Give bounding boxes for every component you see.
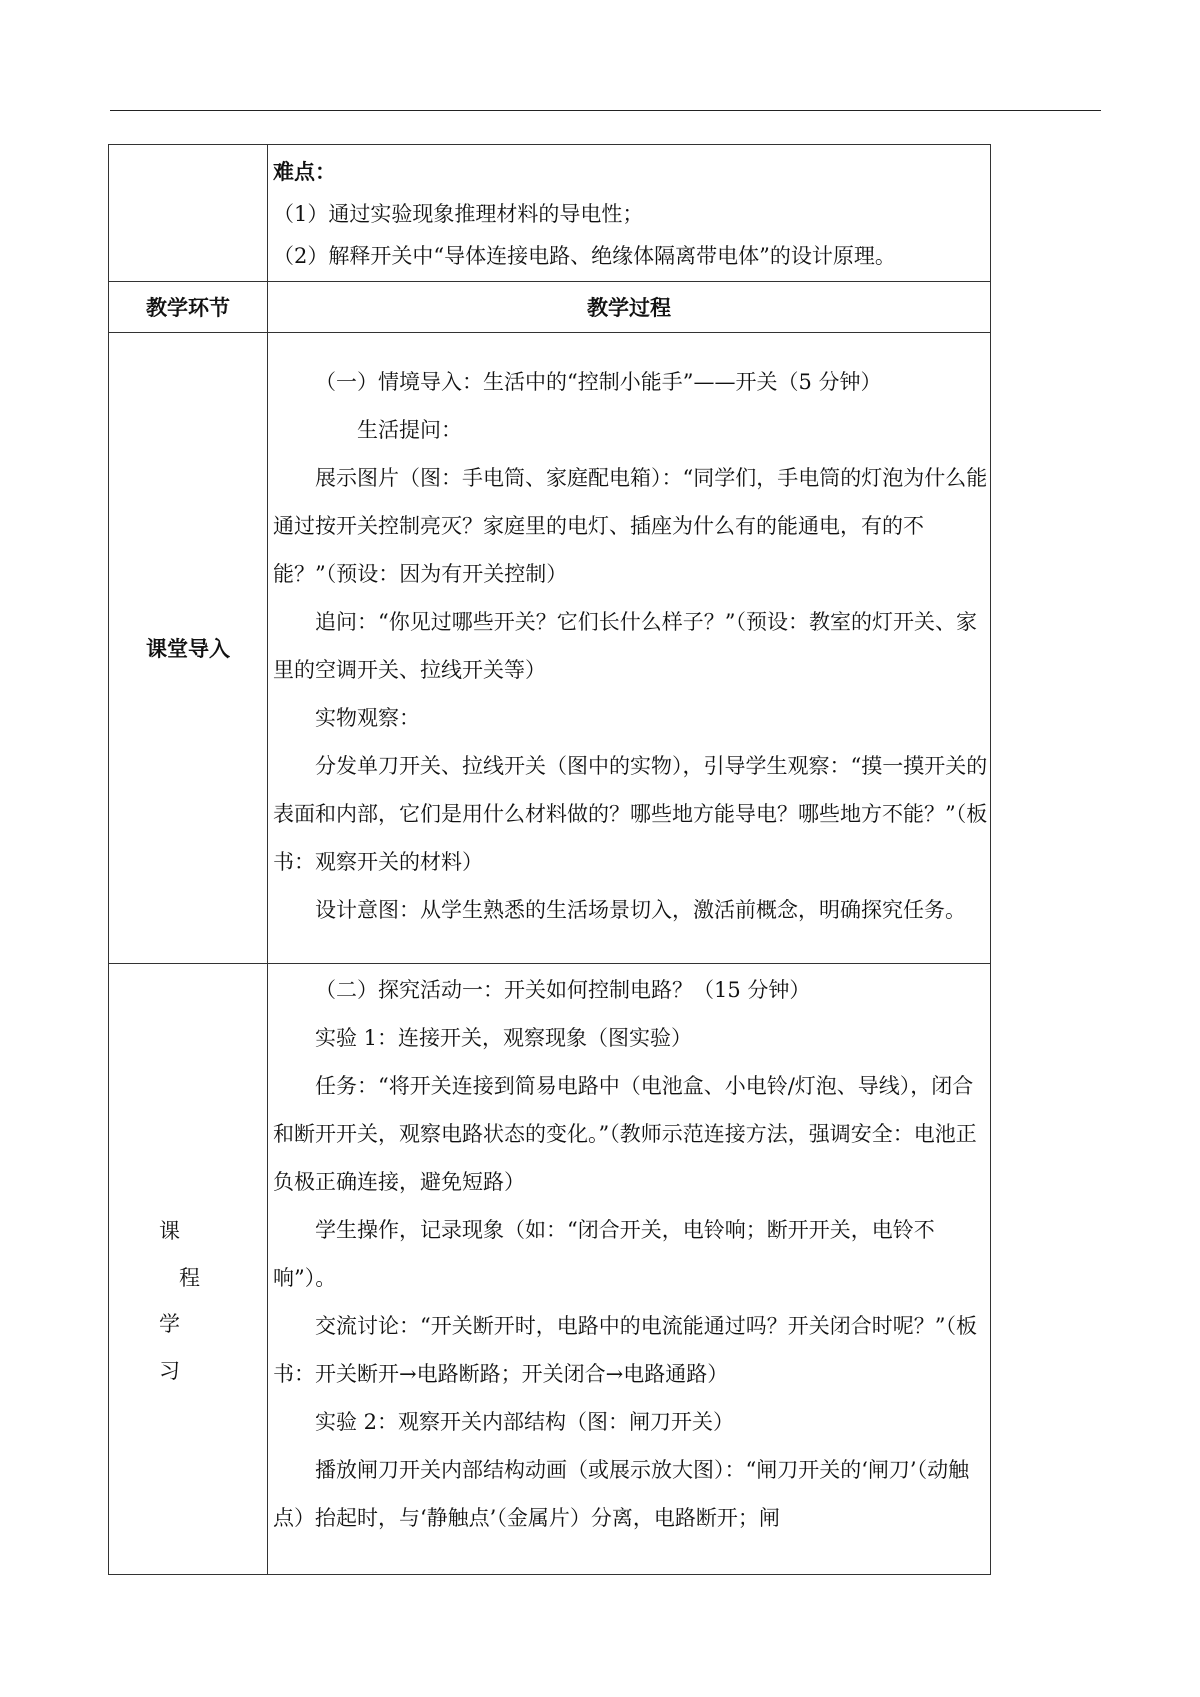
intro-row [109,333,991,964]
intro-para-3: 展示图片（图：手电筒、家庭配电箱）：“同学们，手电筒的灯泡为什么能通过按开关控制亮灭？家庭里的电灯、插座为什么有的能通电，有的不能？”（预设：因为有开关控制） [273,466,988,586]
study-para-2: 实验 1：连接开关，观察现象（图实验） [315,1026,693,1050]
difficulty-title: 难点： [273,160,336,184]
intro-para-2: 生活提问： [357,418,462,442]
difficulty-label-cell [109,145,268,282]
study-label-char-1: 课 [159,1219,180,1243]
study-content-cell [268,964,991,1575]
study-label-char-3: 学 [159,1312,180,1336]
header-teaching-stage: 教学环节 [109,282,268,333]
study-label-char-4: 习 [159,1359,180,1383]
study-para-5: 交流讨论：“开关断开时，电路中的电流能通过吗？开关闭合时呢？”（板书：开关断开→电路断路；开关闭合→电路通路） [273,1314,977,1386]
intro-para-6: 分发单刀开关、拉线开关（图中的实物），引导学生观察：“摸一摸开关的表面和内部，它们是用什么材料做的？哪些地方能导电？哪些地方不能？”（板书：观察开关的材料） [273,754,988,874]
study-para-4: 学生操作，记录现象（如：“闭合开关，电铃响；断开开关，电铃不响”）。 [273,1218,935,1290]
study-para-6: 实验 2：观察开关内部结构（图：闸刀开关） [315,1410,735,1434]
study-row [109,964,991,1575]
difficulty-line-2: （2）解释开关中“导体连接电路、绝缘体隔离带电体”的设计原理。 [273,244,896,268]
header-rule [110,110,1101,111]
difficulty-content-cell [268,145,991,282]
study-section-title: （二）探究活动一：开关如何控制电路？（15 分钟） [315,978,811,1002]
table-header-row [109,282,991,333]
intro-section-title: （一）情境导入：生活中的“控制小能手”——开关（5 分钟） [315,370,882,394]
study-para-7: 播放闸刀开关内部结构动画（或展示放大图）：“闸刀开关的‘闸刀’（动触点）抬起时，与‘静触点’（金属片）分离，电路断开；闸 [273,1458,970,1530]
study-label-cell [109,964,268,1575]
study-para-3: 任务：“将开关连接到简易电路中（电池盒、小电铃/灯泡、导线），闭合和断开开关，观察电路状态的变化。”（教师示范连接方法，强调安全：电池正负极正确连接，避免短路） [273,1074,977,1194]
intro-content-cell [268,333,991,964]
difficulty-row [109,145,991,282]
lesson-plan-table [108,144,991,1575]
intro-design-intent: 设计意图：从学生熟悉的生活场景切入，激活前概念，明确探究任务。 [315,898,966,922]
intro-para-5: 实物观察： [315,706,420,730]
intro-para-4: 追问：“你见过哪些开关？它们长什么样子？”（预设：教室的灯开关、家里的空调开关、拉线开关等） [273,610,977,682]
intro-label: 课堂导入 [109,333,268,964]
study-label-char-2: 程 [179,1266,200,1290]
difficulty-line-1: （1）通过实验现象推理材料的导电性； [273,202,644,226]
header-teaching-process: 教学过程 [268,282,991,333]
